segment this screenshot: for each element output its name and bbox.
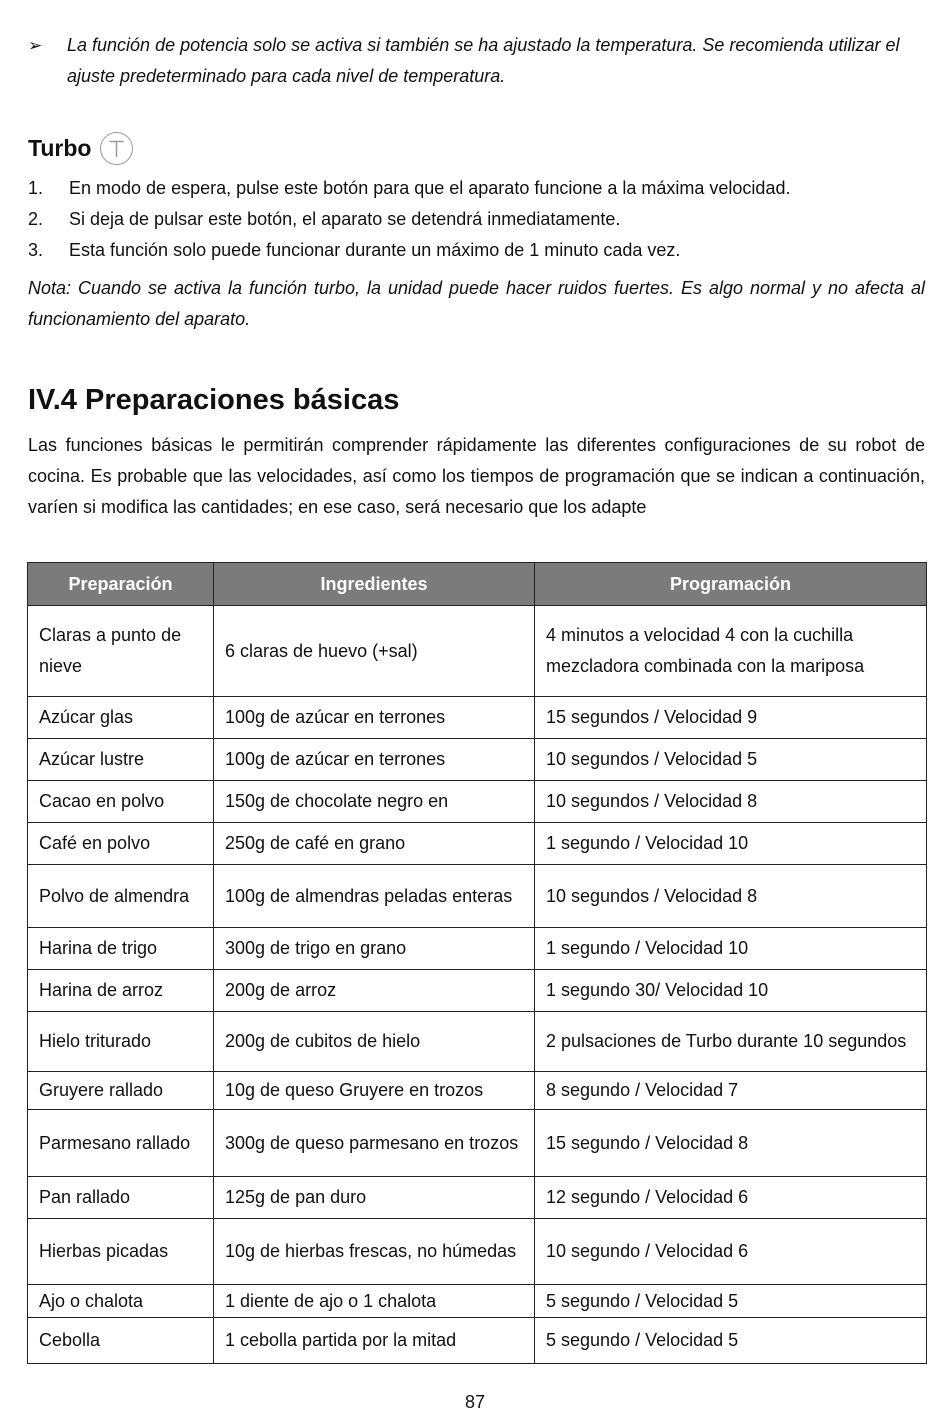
cell-programming: 15 segundos / Velocidad 9: [535, 697, 927, 739]
cell-programming: 8 segundo / Velocidad 7: [535, 1072, 927, 1110]
table-header-row: [28, 563, 927, 606]
table-row: [28, 781, 927, 823]
cell-ingredients: 6 claras de huevo (+sal): [214, 606, 535, 697]
cell-programming: 10 segundo / Velocidad 6: [535, 1219, 927, 1285]
section-intro: Las funciones básicas le permitirán comprender rápidamente las diferentes configuraciones de su robot de cocina. Es probable que las velocidades, así como los tiempos de programación que se indican a continuación, varíen si modifica las cantidades; en ese caso, será necesario que los adapte: [28, 435, 925, 517]
cell-programming: 5 segundo / Velocidad 5: [535, 1285, 927, 1318]
table-row: [28, 1177, 927, 1219]
cell-ingredients: 200g de arroz: [214, 970, 535, 1012]
step-number: 3.: [28, 240, 44, 260]
cell-ingredients: 200g de cubitos de hielo: [214, 1012, 535, 1072]
step-text: Si deja de pulsar este botón, el aparato se detendrá inmediatamente.: [69, 209, 621, 229]
cell-ingredients: 1 cebolla partida por la mitad: [214, 1318, 535, 1364]
table-row: [28, 1110, 927, 1177]
cell-programming: 5 segundo / Velocidad 5: [535, 1318, 927, 1364]
cell-preparation: Parmesano rallado: [28, 1110, 214, 1177]
cell-programming: 12 segundo / Velocidad 6: [535, 1177, 927, 1219]
cell-programming: 4 minutos a velocidad 4 con la cuchilla mezcladora combinada con la mariposa: [535, 606, 927, 697]
table-row: [28, 1318, 927, 1364]
cell-programming: 15 segundo / Velocidad 8: [535, 1110, 927, 1177]
cell-preparation: Pan rallado: [28, 1177, 214, 1219]
cell-preparation: Ajo o chalota: [28, 1285, 214, 1318]
turbo-button-icon: [100, 132, 133, 165]
step-number: 1.: [28, 178, 44, 198]
intro-note: [28, 30, 925, 92]
table-row: [28, 1012, 927, 1072]
cell-programming: 10 segundos / Velocidad 8: [535, 781, 927, 823]
cell-programming: 1 segundo 30/ Velocidad 10: [535, 970, 927, 1012]
table-row: [28, 865, 927, 928]
cell-preparation: Azúcar lustre: [28, 739, 214, 781]
cell-ingredients: 300g de trigo en grano: [214, 928, 535, 970]
table-row: [28, 739, 927, 781]
cell-preparation: Cacao en polvo: [28, 781, 214, 823]
turbo-note: Nota: Cuando se activa la función turbo, la unidad puede hacer ruidos fuertes. Es algo normal y no afecta al funcionamiento del aparato.: [28, 278, 925, 329]
cell-preparation: Hierbas picadas: [28, 1219, 214, 1285]
step-text: En modo de espera, pulse este botón para que el aparato funcione a la máxima velocidad.: [69, 178, 791, 198]
cell-ingredients: 10g de hierbas frescas, no húmedas: [214, 1219, 535, 1285]
cell-preparation: Harina de arroz: [28, 970, 214, 1012]
table-row: [28, 928, 927, 970]
table-row: [28, 606, 927, 697]
cell-preparation: Polvo de almendra: [28, 865, 214, 928]
turbo-step: [28, 235, 925, 266]
table-row: [28, 970, 927, 1012]
cell-preparation: Azúcar glas: [28, 697, 214, 739]
preparations-table: [27, 562, 927, 1364]
intro-note-text: La función de potencia solo se activa si también se ha ajustado la temperatura. Se recomienda utilizar el ajuste predeterminado para cada nivel de temperatura.: [67, 35, 900, 86]
cell-ingredients: 100g de azúcar en terrones: [214, 739, 535, 781]
cell-ingredients: 100g de azúcar en terrones: [214, 697, 535, 739]
cell-preparation: Harina de trigo: [28, 928, 214, 970]
header-programacion: Programación: [535, 563, 927, 606]
cell-preparation: Hielo triturado: [28, 1012, 214, 1072]
cell-preparation: Claras a punto de nieve: [28, 606, 214, 697]
cell-ingredients: 125g de pan duro: [214, 1177, 535, 1219]
table-row: [28, 1072, 927, 1110]
cell-programming: 1 segundo / Velocidad 10: [535, 823, 927, 865]
cell-programming: 2 pulsaciones de Turbo durante 10 segundos: [535, 1012, 927, 1072]
cell-ingredients: 1 diente de ajo o 1 chalota: [214, 1285, 535, 1318]
cell-preparation: Cebolla: [28, 1318, 214, 1364]
section-title: IV.4 Preparaciones básicas: [28, 384, 400, 416]
turbo-heading-text: Turbo: [28, 135, 92, 161]
page-number: 87: [464, 1392, 486, 1412]
cell-ingredients: 100g de almendras peladas enteras: [214, 865, 535, 928]
table-row: [28, 697, 927, 739]
cell-ingredients: 150g de chocolate negro en: [214, 781, 535, 823]
cell-programming: 10 segundos / Velocidad 5: [535, 739, 927, 781]
step-number: 2.: [28, 209, 44, 229]
turbo-step: [28, 173, 925, 204]
cell-preparation: Gruyere rallado: [28, 1072, 214, 1110]
step-text: Esta función solo puede funcionar durante un máximo de 1 minuto cada vez.: [69, 240, 681, 260]
turbo-steps: [28, 173, 925, 266]
cell-ingredients: 300g de queso parmesano en trozos: [214, 1110, 535, 1177]
header-ingredientes: Ingredientes: [214, 563, 535, 606]
arrow-bullet-icon: ➢: [28, 36, 43, 55]
cell-programming: 10 segundos / Velocidad 8: [535, 865, 927, 928]
cell-ingredients: 250g de café en grano: [214, 823, 535, 865]
cell-programming: 1 segundo / Velocidad 10: [535, 928, 927, 970]
table-row: [28, 823, 927, 865]
cell-preparation: Café en polvo: [28, 823, 214, 865]
cell-ingredients: 10g de queso Gruyere en trozos: [214, 1072, 535, 1110]
table-row: [28, 1285, 927, 1318]
table-row: [28, 1219, 927, 1285]
header-preparacion: Preparación: [28, 563, 214, 606]
turbo-heading: [28, 130, 133, 166]
turbo-step: [28, 204, 925, 235]
